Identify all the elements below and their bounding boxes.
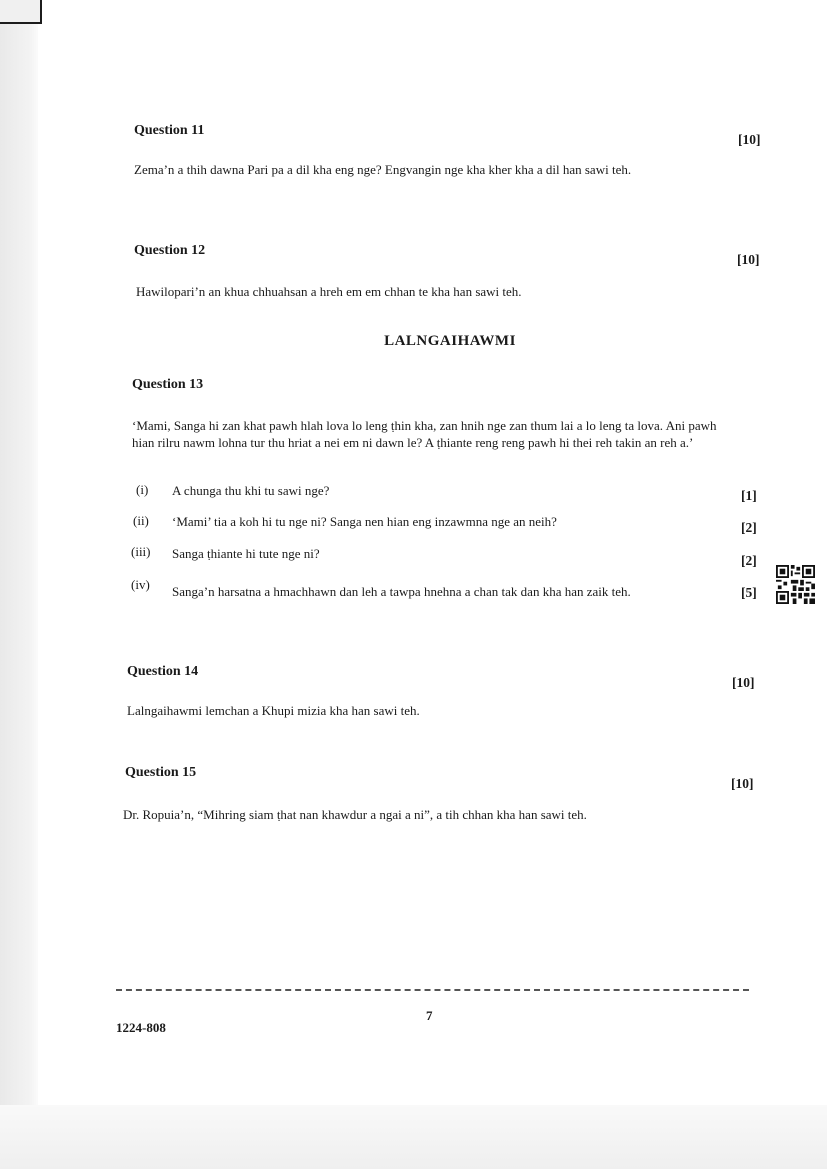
section-heading: LALNGAIHAWMI bbox=[384, 333, 516, 349]
footer-divider bbox=[116, 989, 749, 991]
question-13-title: Question 13 bbox=[132, 377, 204, 392]
question-11-marks: [10] bbox=[738, 132, 761, 147]
subquestion-ii-text: ‘Mami’ tia a koh hi tu nge ni? Sanga nen hian eng inzawmna nge an neih? bbox=[172, 514, 557, 529]
question-13-passage: ‘Mami, Sanga hi zan khat pawh hlah lova lo leng ṭhin kha, zan hnih nge zan thum lai a lo leng ta lova. Ani pawh hian rilru nawm lohna tur thu hriat a nei em ni dawn le? A ṭhiante reng reng pawh hi thei reh takin an reh a.’ bbox=[132, 418, 717, 450]
question-15-text: Dr. Ropuia’n, “Mihring siam ṭhat nan khawdur a ngai a ni”, a tih chhan kha han sawi teh. bbox=[123, 807, 587, 822]
subquestion-ii-marks: [2] bbox=[741, 520, 757, 535]
subquestion-iv-text: Sanga’n harsatna a hmachhawn dan leh a tawpa hnehna a chan tak dan kha han zaik teh. bbox=[172, 584, 631, 599]
question-14-marks: [10] bbox=[732, 675, 755, 690]
question-12-text: Hawilopari’n an khua chhuahsan a hreh em em chhan te kha han sawi teh. bbox=[136, 284, 522, 299]
subquestion-iii-text: Sanga ṭhiante hi tute nge ni? bbox=[172, 546, 320, 561]
page-number: 7 bbox=[426, 1008, 433, 1023]
qr-code-icon bbox=[776, 565, 815, 604]
subquestion-iv-number: (iv) bbox=[131, 577, 150, 592]
subquestion-iii-number: (iii) bbox=[131, 544, 151, 559]
question-12-marks: [10] bbox=[737, 252, 760, 267]
subquestion-iii-marks: [2] bbox=[741, 553, 757, 568]
question-11-text: Zema’n a thih dawna Pari pa a dil kha eng nge? Engvangin nge kha kher kha a dil han sawi teh. bbox=[134, 162, 632, 177]
subquestion-i-number: (i) bbox=[136, 482, 149, 497]
subquestion-i-marks: [1] bbox=[741, 488, 757, 503]
question-11-title: Question 11 bbox=[134, 123, 205, 138]
question-15-marks: [10] bbox=[731, 776, 754, 791]
question-15-title: Question 15 bbox=[125, 765, 197, 780]
question-12-title: Question 12 bbox=[134, 243, 206, 258]
question-14-text: Lalngaihawmi lemchan a Khupi mizia kha han sawi teh. bbox=[127, 703, 420, 718]
subquestion-ii-number: (ii) bbox=[133, 513, 149, 528]
subquestion-i-text: A chunga thu khi tu sawi nge? bbox=[172, 483, 330, 498]
paper-code: 1224-808 bbox=[116, 1020, 166, 1035]
question-14-title: Question 14 bbox=[127, 664, 199, 679]
subquestion-iv-marks: [5] bbox=[741, 585, 757, 600]
